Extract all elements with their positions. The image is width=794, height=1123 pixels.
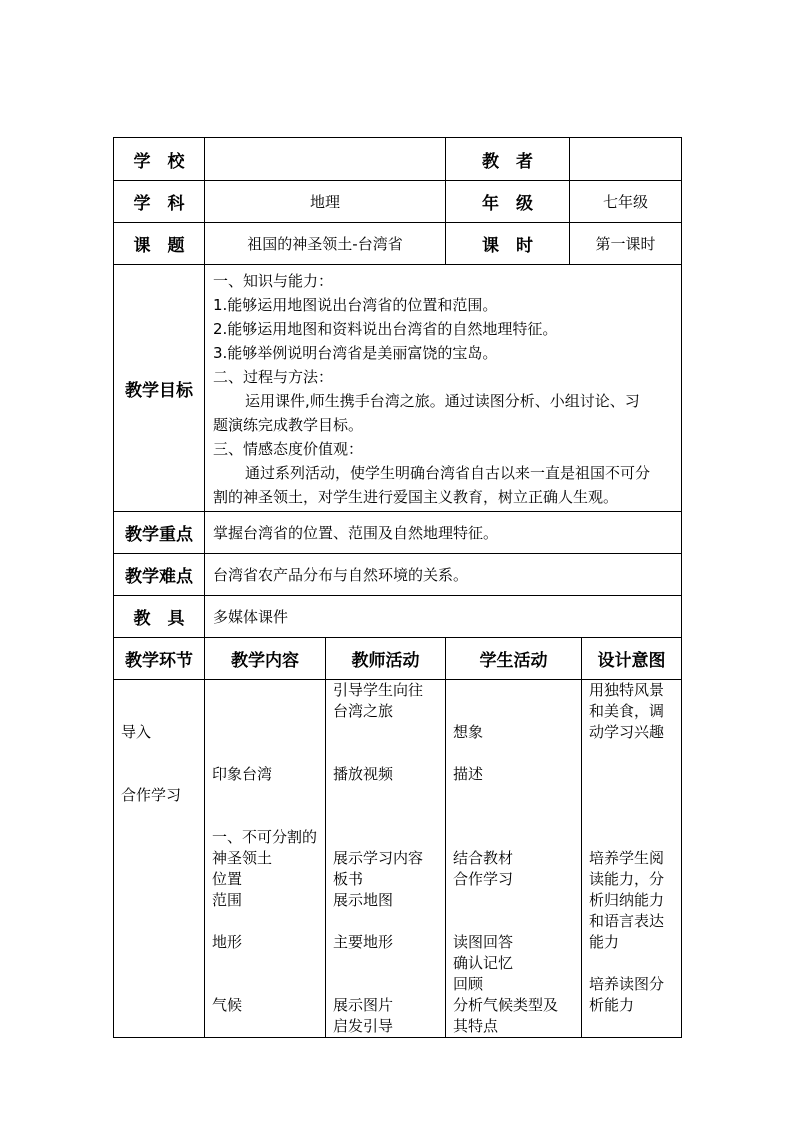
subject-value: 地理 — [205, 181, 446, 223]
header-teacher: 教师活动 — [326, 638, 446, 680]
objective-line: 三、情感态度价值观： — [213, 440, 364, 458]
intent-line: 用独特风景 — [589, 681, 665, 699]
intent-line: 培养学生阅 — [589, 849, 665, 867]
stage-line — [121, 743, 200, 764]
teacher-line: 展示学习内容 — [333, 849, 424, 867]
stage-line — [121, 701, 200, 722]
content-line: 位置 — [212, 870, 243, 888]
teacher-label: 教 者 — [446, 138, 570, 181]
teacher-line — [333, 806, 441, 827]
teacher-line — [333, 785, 441, 806]
key-point-row — [114, 512, 682, 554]
process-body-row — [114, 680, 682, 1038]
intent-line — [589, 953, 677, 974]
content-line: 神圣领土 — [212, 849, 273, 867]
content-line — [212, 743, 321, 764]
teacher-line: 台湾之旅 — [333, 702, 394, 720]
intent-line — [589, 806, 677, 827]
teacher-line: 主要地形 — [333, 933, 394, 951]
objective-line: 割的神圣领土，对学生进行爱国主义教育，树立正确人生观。 — [213, 488, 619, 506]
teacher-column — [326, 680, 446, 1038]
grade-label: 年 级 — [446, 181, 570, 223]
content-line: 一、不可分割的 — [212, 828, 318, 846]
student-line: 想象 — [453, 723, 484, 741]
teacher-line: 引导学生向往 — [333, 681, 424, 699]
difficulty-value: 台湾省农产品分布与自然环境的关系。 — [205, 554, 682, 596]
intent-line: 析归纳能力 — [589, 891, 665, 909]
intent-line: 和美食，调 — [589, 702, 665, 720]
school-value — [205, 138, 446, 181]
content-line — [212, 680, 321, 701]
intent-column — [582, 680, 682, 1038]
teacher-line: 展示地图 — [333, 891, 394, 909]
student-line — [453, 806, 577, 827]
content-line — [212, 701, 321, 722]
stage-line — [121, 953, 200, 974]
content-line — [212, 722, 321, 743]
topic-row — [114, 223, 682, 265]
key-point-value: 掌握台湾省的位置、范围及自然地理特征。 — [205, 512, 682, 554]
intent-line — [589, 743, 677, 764]
intent-line: 读能力，分 — [589, 870, 665, 888]
student-line: 回顾 — [453, 975, 484, 993]
student-line: 其特点 — [453, 1017, 499, 1035]
intent-line — [589, 785, 677, 806]
teacher-line — [333, 953, 441, 974]
intent-line: 析能力 — [589, 996, 635, 1014]
stage-line: 合作学习 — [121, 786, 182, 804]
intent-line: 和语言表达 — [589, 912, 665, 930]
teacher-line — [333, 743, 441, 764]
stage-line — [121, 827, 200, 848]
content-line: 地形 — [212, 933, 243, 951]
student-line: 结合教材 — [453, 849, 514, 867]
intent-line: 能力 — [589, 933, 620, 951]
content-line: 气候 — [212, 996, 243, 1014]
student-line: 分析气候类型及 — [453, 996, 559, 1014]
stage-line — [121, 932, 200, 953]
content-line — [212, 911, 321, 932]
student-line — [453, 890, 577, 911]
objectives-label: 教学目标 — [114, 265, 205, 512]
intent-line — [589, 827, 677, 848]
teacher-line: 播放视频 — [333, 765, 394, 783]
objective-line: 一、知识与能力： — [213, 272, 334, 290]
teacher-line — [333, 911, 441, 932]
header-content: 教学内容 — [205, 638, 326, 680]
student-column — [446, 680, 582, 1038]
stage-line: 导入 — [121, 723, 152, 741]
difficulty-row — [114, 554, 682, 596]
school-label: 学 校 — [114, 138, 205, 181]
stage-line — [121, 974, 200, 995]
stage-line — [121, 764, 200, 785]
content-line: 印象台湾 — [212, 765, 273, 783]
content-column — [205, 680, 326, 1038]
student-line — [453, 701, 577, 722]
intent-line: 动学习兴趣 — [589, 723, 665, 741]
content-line: 范围 — [212, 891, 243, 909]
teacher-line — [333, 827, 441, 848]
student-line — [453, 785, 577, 806]
intent-line — [589, 764, 677, 785]
student-line: 确认记忆 — [453, 954, 514, 972]
teacher-line: 启发引导 — [333, 1017, 394, 1035]
stage-line — [121, 890, 200, 911]
period-value: 第一课时 — [570, 223, 682, 265]
student-line — [453, 680, 577, 701]
objective-line: 题演练完成教学目标。 — [213, 416, 364, 434]
objective-line: 2.能够运用地图和资料说出台湾省的自然地理特征。 — [213, 320, 558, 338]
subject-label: 学 科 — [114, 181, 205, 223]
header-student: 学生活动 — [446, 638, 582, 680]
teacher-value — [570, 138, 682, 181]
lesson-plan-table — [113, 137, 682, 1038]
objectives-row — [114, 265, 682, 512]
content-line — [212, 785, 321, 806]
teacher-line — [333, 722, 441, 743]
objective-line: 通过系列活动，使学生明确台湾省自古以来一直是祖国不可分 — [245, 464, 651, 482]
teacher-line: 展示图片 — [333, 996, 394, 1014]
objective-line: 3.能够举例说明台湾省是美丽富饶的宝岛。 — [213, 344, 498, 362]
grade-value: 七年级 — [570, 181, 682, 223]
student-line: 读图回答 — [453, 933, 514, 951]
header-stage: 教学环节 — [114, 638, 205, 680]
content-line — [212, 953, 321, 974]
stage-line — [121, 911, 200, 932]
stage-line — [121, 680, 200, 701]
subject-row — [114, 181, 682, 223]
student-line — [453, 827, 577, 848]
difficulty-label: 教学难点 — [114, 554, 205, 596]
tools-label: 教 具 — [114, 596, 205, 638]
teacher-line: 板书 — [333, 870, 364, 888]
teacher-line — [333, 974, 441, 995]
topic-label: 课 题 — [114, 223, 205, 265]
content-line — [212, 806, 321, 827]
header-intent: 设计意图 — [582, 638, 682, 680]
student-line: 描述 — [453, 765, 484, 783]
stage-column — [114, 680, 205, 1038]
intent-line: 培养读图分 — [589, 975, 665, 993]
key-point-label: 教学重点 — [114, 512, 205, 554]
stage-line — [121, 848, 200, 869]
stage-line — [121, 806, 200, 827]
student-line: 合作学习 — [453, 870, 514, 888]
process-header-row — [114, 638, 682, 680]
school-row — [114, 138, 682, 181]
content-line — [212, 974, 321, 995]
student-line — [453, 743, 577, 764]
objective-line: 1.能够运用地图说出台湾省的位置和范围。 — [213, 296, 498, 314]
period-label: 课 时 — [446, 223, 570, 265]
objective-line: 运用课件,师生携手台湾之旅。通过读图分析、小组讨论、习 — [245, 392, 640, 410]
tools-row — [114, 596, 682, 638]
tools-value: 多媒体课件 — [205, 596, 682, 638]
topic-value: 祖国的神圣领土-台湾省 — [205, 223, 446, 265]
objective-line: 二、过程与方法： — [213, 368, 334, 386]
objectives-content — [205, 265, 682, 512]
stage-line — [121, 869, 200, 890]
student-line — [453, 911, 577, 932]
